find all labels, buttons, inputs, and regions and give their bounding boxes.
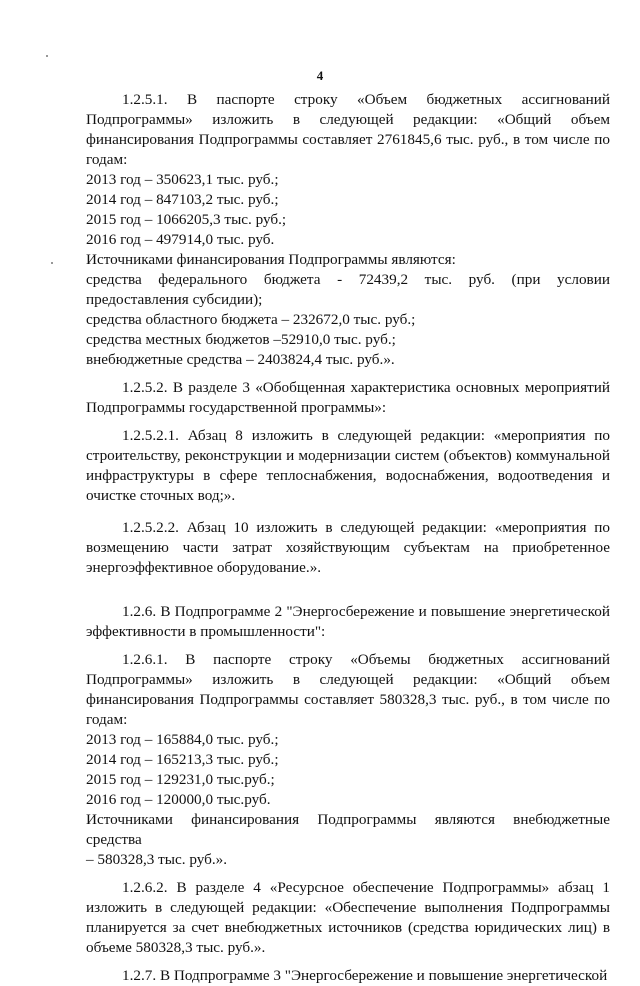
text-line: Подпрограммы» изложить в следующей редакции: «Общий объем (86, 111, 610, 128)
paragraph-p1-2-5-2-2 (86, 518, 610, 578)
text-line: Источниками финансирования Подпрограммы являются внебюджетные средства (86, 811, 610, 848)
paragraph-p1-2-5-2-1 (86, 426, 610, 506)
paragraph-p1-2-6-1 (86, 650, 610, 730)
text-line: очистке сточных вод;». (86, 487, 236, 504)
paragraph-p-year-2015-a (86, 210, 610, 230)
text-line: планируется за счет внебюджетных источников (средства юридических лиц) в (86, 919, 610, 936)
text-line: предоставления субсидии); (86, 291, 263, 308)
text-line: объеме 580328,3 тыс. руб.». (86, 939, 266, 956)
text-line: годам: (86, 151, 128, 168)
text-line: внебюджетные средства – 2403824,4 тыс. руб.». (86, 351, 395, 368)
paragraph-p-year-2014-b (86, 750, 610, 770)
text-line: средства местных бюджетов –52910,0 тыс. руб.; (86, 331, 396, 348)
text-line: 2016 год – 120000,0 тыс.руб. (86, 791, 271, 808)
paragraph-p-year-2015-b (86, 770, 610, 790)
text-line: 2014 год – 847103,2 тыс. руб.; (86, 191, 279, 208)
paragraph-p-year-2013-b (86, 730, 610, 750)
text-line: средства федерального бюджета - 72439,2 тыс. руб. (при условии (86, 271, 610, 288)
paragraph-p-offbudget-a (86, 350, 610, 370)
text-line: финансирования Подпрограммы составляет 2761845,6 тыс. руб., в том числе по (86, 131, 610, 148)
paragraph-p-year-2014-a (86, 190, 610, 210)
scan-speck (46, 55, 48, 57)
paragraph-p-sources-b (86, 810, 610, 870)
text-line: средства областного бюджета – 232672,0 тыс. руб.; (86, 311, 416, 328)
text-line: Подпрограммы» изложить в следующей редакции: «Общий объем (86, 671, 610, 688)
text-line: годам: (86, 711, 128, 728)
text-line: 2013 год – 165884,0 тыс. руб.; (86, 731, 279, 748)
paragraph-p-year-2016-b (86, 790, 610, 810)
paragraph-p-regional (86, 310, 610, 330)
text-line: Подпрограммы государственной программы»: (86, 399, 387, 416)
text-line: 1.2.6.1. В паспорте строку «Объемы бюджетных ассигнований (122, 651, 610, 668)
text-line: Источниками финансирования Подпрограммы являются: (86, 251, 456, 268)
paragraph-p1-2-5-1 (86, 90, 610, 170)
text-line: изложить в следующей редакции: «Обеспечение выполнения Подпрограммы (86, 899, 610, 916)
text-line: 1.2.7. В Подпрограмме 3 "Энергосбережение и повышение энергетической (122, 967, 608, 984)
paragraph-p1-2-6 (86, 602, 610, 642)
paragraph-p1-2-5-2 (86, 378, 610, 418)
page-number: 4 (316, 68, 324, 83)
text-line: 1.2.5.2. В разделе 3 «Обобщенная характеристика основных мероприятий (122, 379, 610, 396)
text-line: 2016 год – 497914,0 тыс. руб. (86, 231, 275, 248)
paragraph-p-sources-a (86, 250, 610, 270)
paragraph-p1-2-6-2 (86, 878, 610, 958)
scan-speck (51, 262, 53, 264)
text-line: 1.2.6.2. В разделе 4 «Ресурсное обеспечение Подпрограммы» абзац 1 (122, 879, 610, 896)
text-line: 1.2.5.2.2. Абзац 10 изложить в следующей редакции: «мероприятия по (122, 519, 610, 536)
document-body (86, 90, 610, 986)
paragraph-p-local (86, 330, 610, 350)
text-line: 1.2.5.1. В паспорте строку «Объем бюджетных ассигнований (122, 91, 610, 108)
text-line: инфраструктуры в сфере теплоснабжения, водоснабжения, водоотведения и (86, 467, 610, 484)
text-line: 2013 год – 350623,1 тыс. руб.; (86, 171, 279, 188)
text-line: возмещению части затрат хозяйствующим субъектам на приобретенное (86, 539, 610, 556)
text-line: строительству, реконструкции и модернизации систем (объектов) коммунальной (86, 447, 610, 464)
paragraph-p-year-2013-a (86, 170, 610, 190)
paragraph-p-year-2016-a (86, 230, 610, 250)
text-line: эффективности в промышленности": (86, 623, 326, 640)
text-line: 1.2.5.2.1. Абзац 8 изложить в следующей редакции: «мероприятия по (122, 427, 610, 444)
paragraph-p1-2-7 (86, 966, 610, 986)
text-line: финансирования Подпрограммы составляет 580328,3 тыс. руб., в том числе по (86, 691, 610, 708)
text-line: энергоэффективное оборудование.». (86, 559, 322, 576)
paragraph-p-federal (86, 270, 610, 310)
text-line: 2015 год – 1066205,3 тыс. руб.; (86, 211, 287, 228)
text-line: 2014 год – 165213,3 тыс. руб.; (86, 751, 279, 768)
text-line: – 580328,3 тыс. руб.». (86, 851, 228, 868)
text-line: 2015 год – 129231,0 тыс.руб.; (86, 771, 275, 788)
text-line: 1.2.6. В Подпрограмме 2 "Энергосбережение и повышение энергетической (122, 603, 610, 620)
